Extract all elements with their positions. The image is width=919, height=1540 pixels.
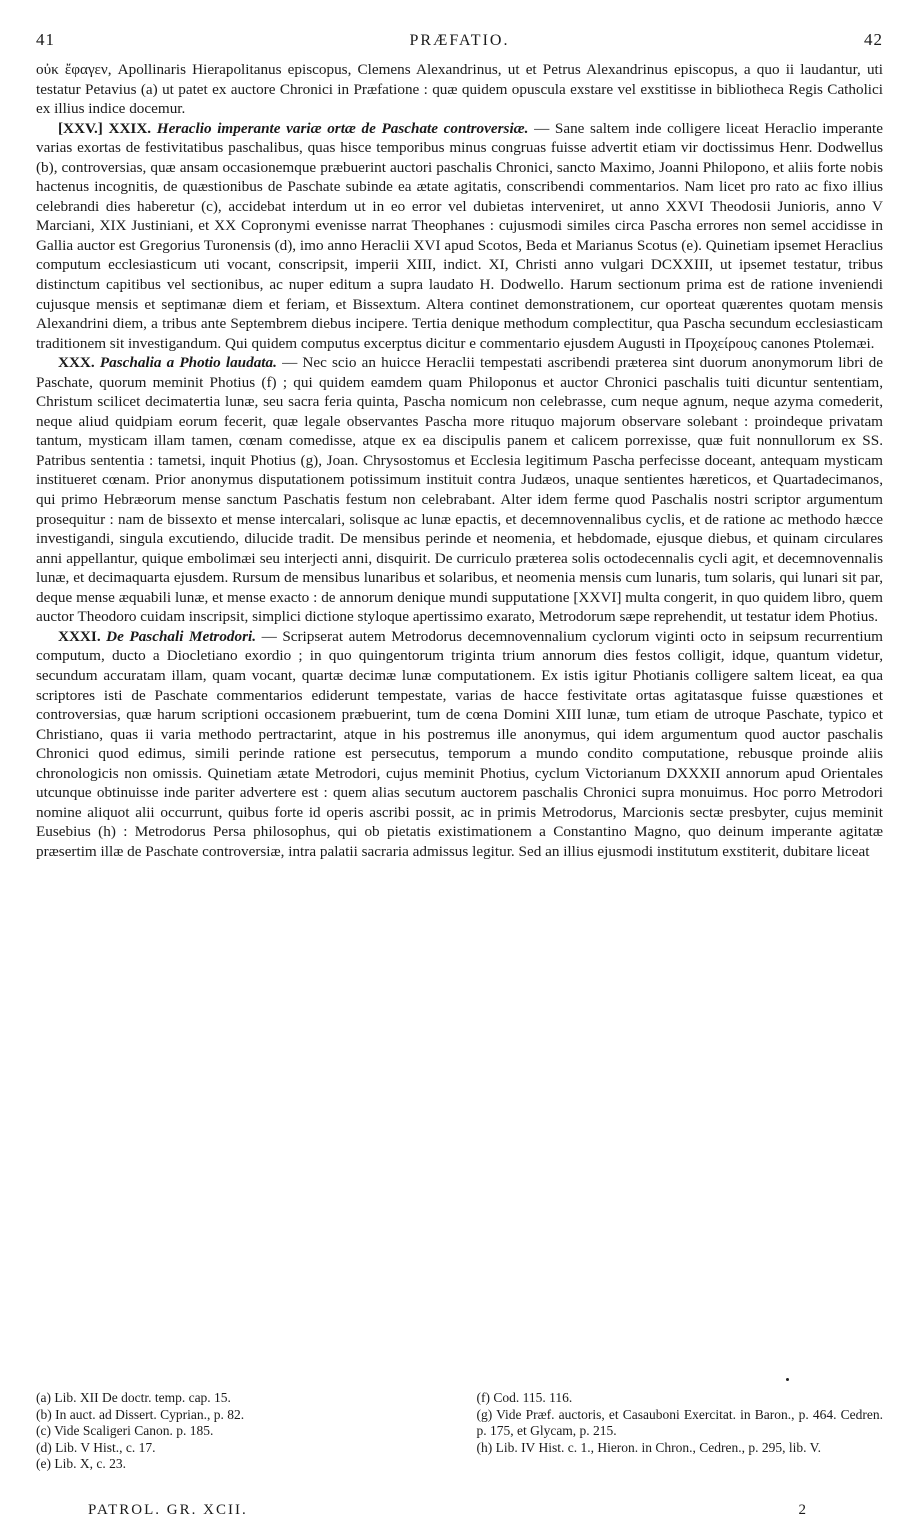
series-mark: PATROL. GR. XCII.	[88, 1502, 248, 1518]
main-text	[36, 60, 883, 861]
ink-dot	[786, 1378, 789, 1381]
page	[36, 30, 883, 861]
paragraph-section-31	[36, 627, 883, 862]
footnote: (d) Lib. V Hist., c. 17.	[36, 1439, 156, 1455]
running-header	[36, 30, 883, 54]
page-number-left: 41	[36, 30, 55, 49]
footnotes	[36, 1390, 883, 1473]
footnotes-right-column	[476, 1390, 883, 1473]
footnotes-left-column	[36, 1390, 443, 1473]
section-number: [XXV.] XXIX.	[58, 119, 152, 137]
page-number-right: 42	[863, 30, 883, 49]
footnote: (b) In auct. ad Dissert. Cyprian., p. 82.	[36, 1406, 245, 1422]
paragraph-section-29	[36, 119, 883, 354]
page-title: PRÆFATIO.	[409, 32, 510, 49]
paragraph-section-30	[36, 353, 883, 627]
section-title: De Paschali Metrodori.	[106, 627, 257, 645]
section-text: — Sane saltem inde colligere liceat Heraclio imperante varias exortas de festivitatibus paschalibus, quas hisce temporibus minus congruas fuisse advertit etiam vir doctissimus Henr. Dodwellus (b), controversias, quæ ansam occasionemque præbuerint auctori paschalis Chronici, sancto Maximo, Joanni Philopono, et aliis forte nobis hactenus incognitis, de quæstionibus de Paschate subinde ea ætate agitatis, conscribendi commentarios. Nam licet pro rato ac fixo illius celebrandi dies haberetur (c), accidebat interdum ut in eo error vel dubietas interveniret, ut anno XXVI Theodosii Junioris, anno V Marciani, XIX Justiniani, et XX Copronymi evenisse narrat Theophanes : cujusmodi similes circa Pascha errores non semel accidisse in Gallia auctor est Gregorius Turonensis (d), imo anno Heraclii XVI apud Scotos, Beda et Marianus Scotus (e). Quinetiam ipsemet Heraclius computum ecclesiasticum uti vocant, conscripsit, imperii XIII, indict. XI, Christi anno vulgari DCXXIII, ut ipsemet testatur, tribus distinctum capitibus vel sectionibus, ac nuper editum a supra laudato H. Dodwello. Harum sectionum prima est de ratione inveniendi cujusque mensis et septimanæ diem et feriam, et Bissextum. Altera continet demonstrationem, cur oporteat quærentes quotam mensis Alexandrini diem, a tribus ante Septembrem diebus incipere. Tertia denique methodum complectitur, qua Pascha secundum ecclesiasticam traditionem sit investigandum. Qui quidem computus excerptus dicitur e commentario ejusdem Augusti in Προχείρους canones Ptolemæi.	[36, 119, 884, 352]
footnote: (f) Cod. 115. 116.	[476, 1390, 573, 1405]
section-number: XXXI.	[58, 627, 101, 645]
footnote: (a) Lib. XII De doctr. temp. cap. 15.	[36, 1390, 231, 1405]
footnote: (c) Vide Scaligeri Canon. p. 185.	[36, 1423, 214, 1438]
signature-footer	[88, 1502, 808, 1519]
paragraph-continuation: οὐκ ἔφαγεν, Apollinaris Hierapolitanus episcopus, Clemens Alexandrinus, ut et Petrus Alexandrinus episcopus, a quo ii laudantur, uti testatur Petavius (a) ut patet ex auctore Chronici in Præfatione : quæ quidem opuscula exstare vel exstitisse in bibliotheca Regis Catholici ex illius indice docemur.	[36, 61, 883, 118]
section-title: Paschalia a Photio laudata.	[99, 354, 277, 372]
section-text: — Nec scio an huicce Heraclii tempestati ascribendi præterea sint duorum anonymorum libri de Paschate, quorum meminit Photius (f) ; qui quidem eamdem quam Philoponus et auctor Chronici paschalis tuiti dicuntur sententiam, Christum scilicet decimatertia lunæ, seu sacra feria quinta, Pascha nomicum non celebrasse, cum neque agnum, neque azyma comederit, neque aliud quidpiam eorum fecerit, quæ legale observantes Pascha more rituquo majorum observare solebant : proindeque privatam tantum, mysticam illam tamen, cœnam comedisse, atque ex ea discipulis panem et calicem porrexisse, quæ fuit nonnullorum ex SS. Patribus sententia : tametsi, inquit Photius (g), Joan. Chrysostomus et Ecclesia legitimum Pascha perfecisse doceant, antequam mysticam institueret cœnam. Prior anonymus disputationem potissimum instituit contra Judæos, unaque sentientes hæreticos, et Quartadecimanos, qui primo Hebræorum mense sanctum Paschatis festum non celebrabant. Alter idem ferme quod Paschalis nostri scriptor argumentum prosequitur : nam de bissexto et mense intercalari, solisque ac lunæ epactis, et decemnovennalibus cyclis, et de ratione ac methodo hæcce investigandi, singula excutiendo, dilucide tradit. De mensibus perinde et neomenia, et hebdomade, ejusque diebus, et quinam circulares anni appellantur, quique embolimæi seu interjecti anni, disquirit. De curriculo præterea solis octodecennalis cycli agit, et decemnovennalis lunæ, et decimaquarta ejusdem. Rursum de mensibus lunaribus et solaribus, et neomenia mensis cum lunaris, tum solaris, qui lunari sit par, deque mense æquabili lunæ, et mense exacto : de annorum denique mundi supputatione [XXVI] multa congerit, in quo quidem libro, quem auctor Theodoro cuidam inscripsit, simplici dictione styloque apertissimo exarato, Metrodorum sæpe reprehendit, ut testatur idem Photius.	[36, 354, 883, 626]
footnote: (g) Vide Præf. auctoris, et Casauboni Exercitat. in Baron., p. 464. Cedren. p. 175, et Glycam, p. 215.	[476, 1406, 883, 1438]
section-text: — Scripserat autem Metrodorus decemnovennalium cyclorum viginti octo in seipsum recurrentium computum, ducto a Diocletiano exordio ; in quo quingentorum triginta trium annorum dies festos colligit, idque, quantum videtur, secundum accuratam illam, quam vocant, quartæ decimæ lunæ computationem. Ex istis igitur Photianis colligere saltem liceat, ea qua scriptores isti de Paschate commentarios ediderunt tempestate, varias de hacce festivitate ortas agitatasque fuisse quæstiones et controversias, quæ harum scriptioni occasionem præbuerint, tum de cœna Domini XIII lunæ, tum etiam de utroque Paschate, typico et Christiano, quas ii varia methodo pertractarint, atque in his postremus ille anonymus, qui idem argumentum quod auctor paschalis Chronici quod edimus, simili perinde ratione est persecutus, temporum a mundo condito computatione, rebusque proinde aliis chronologicis non omissis. Quinetiam ætate Metrodori, cujus meminit Photius, cyclum Victorianum DXXXII annorum apud Orientales utcunque obtinuisse inde pariter advertere est : quem alias secutum auctorem paschalis Chronici supra monuimus. Hoc porro Metrodori nomine aliquot alii occurrunt, quibus forte id operis ascribi possit, ac in primis Metrodorus, Marcionis sectæ presbyter, cujus meminit Eusebius (h) : Metrodorus Persa philosophus, qui ob pietatis existimationem a Constantino Magno, quo deinum imperante agitatæ præsertim illæ de Paschate controversiæ, intra palatii sacraria admissus legitur. Sed an illius ejusmodi institutum exstiterit, dubitare liceat	[36, 627, 883, 860]
footnote: (e) Lib. X, c. 23.	[36, 1456, 126, 1471]
signature-number: 2	[798, 1502, 808, 1518]
section-number: XXX.	[58, 354, 95, 372]
section-title: Heraclio imperante variæ ortæ de Paschate controversiæ.	[156, 119, 529, 137]
footnote: (h) Lib. IV Hist. c. 1., Hieron. in Chron., Cedren., p. 295, lib. V.	[476, 1439, 822, 1455]
